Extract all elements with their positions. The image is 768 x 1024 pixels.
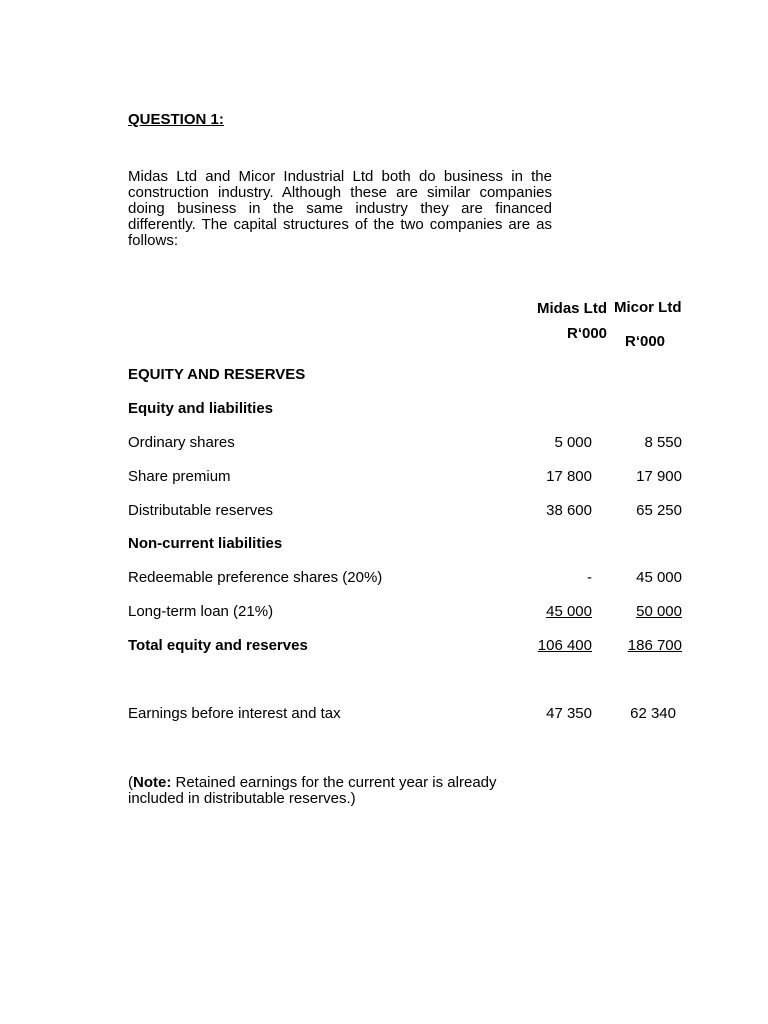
note-open-paren: (: [128, 774, 133, 791]
row-value-midas: -: [587, 569, 592, 586]
ebit-label: Earnings before interest and tax: [128, 705, 341, 722]
row-value-micor: 8 550: [644, 434, 682, 451]
row-label: Redeemable preference shares (20%): [128, 569, 383, 586]
row-value-micor: 65 250: [636, 502, 682, 519]
subsection-noncurrent: Non-current liabilities: [128, 535, 283, 552]
row-value-micor: 45 000: [636, 569, 682, 586]
underlined-value: 50 000: [636, 603, 682, 620]
ebit-value-micor: 62 340: [630, 705, 676, 722]
row-value-midas: [512, 603, 592, 620]
underlined-value: 186 700: [627, 637, 682, 654]
section-title: EQUITY AND RESERVES: [128, 366, 306, 383]
ebit-value-midas: 47 350: [546, 705, 592, 722]
subsection-equity: Equity and liabilities: [128, 400, 274, 417]
row-value-midas: 5 000: [554, 434, 592, 451]
question-heading: QUESTION 1:: [128, 111, 224, 128]
column-header-midas: Midas Ltd: [537, 300, 607, 317]
total-value-midas: [512, 637, 592, 654]
underlined-value: 106 400: [537, 637, 592, 654]
row-value-micor: 17 900: [636, 468, 682, 485]
row-value-midas: 17 800: [546, 468, 592, 485]
note-paragraph: [128, 775, 528, 807]
intro-paragraph: Midas Ltd and Micor Industrial Ltd both do business in the construction industry. Although these are similar companies doing business in the same industry they are financed differently. The capital structures of the two companies are as follows:: [128, 168, 552, 249]
column-header-micor: Micor Ltd: [614, 299, 682, 316]
row-label: Ordinary shares: [128, 434, 235, 451]
total-value-micor: [602, 637, 682, 654]
row-value-midas: 38 600: [546, 502, 592, 519]
underlined-value: 45 000: [546, 603, 592, 620]
row-label: Share premium: [128, 468, 231, 485]
row-label: Distributable reserves: [128, 502, 274, 519]
total-label: Total equity and reserves: [128, 637, 308, 654]
column-unit-micor: R‘000: [625, 333, 666, 350]
row-value-micor: [602, 603, 682, 620]
row-label: Long-term loan (21%): [128, 603, 274, 620]
note-label: Note:: [133, 774, 172, 791]
note-text: Retained earnings for the current year is already included in distributable reserves.): [128, 774, 497, 807]
column-unit-midas: R‘000: [567, 325, 608, 342]
